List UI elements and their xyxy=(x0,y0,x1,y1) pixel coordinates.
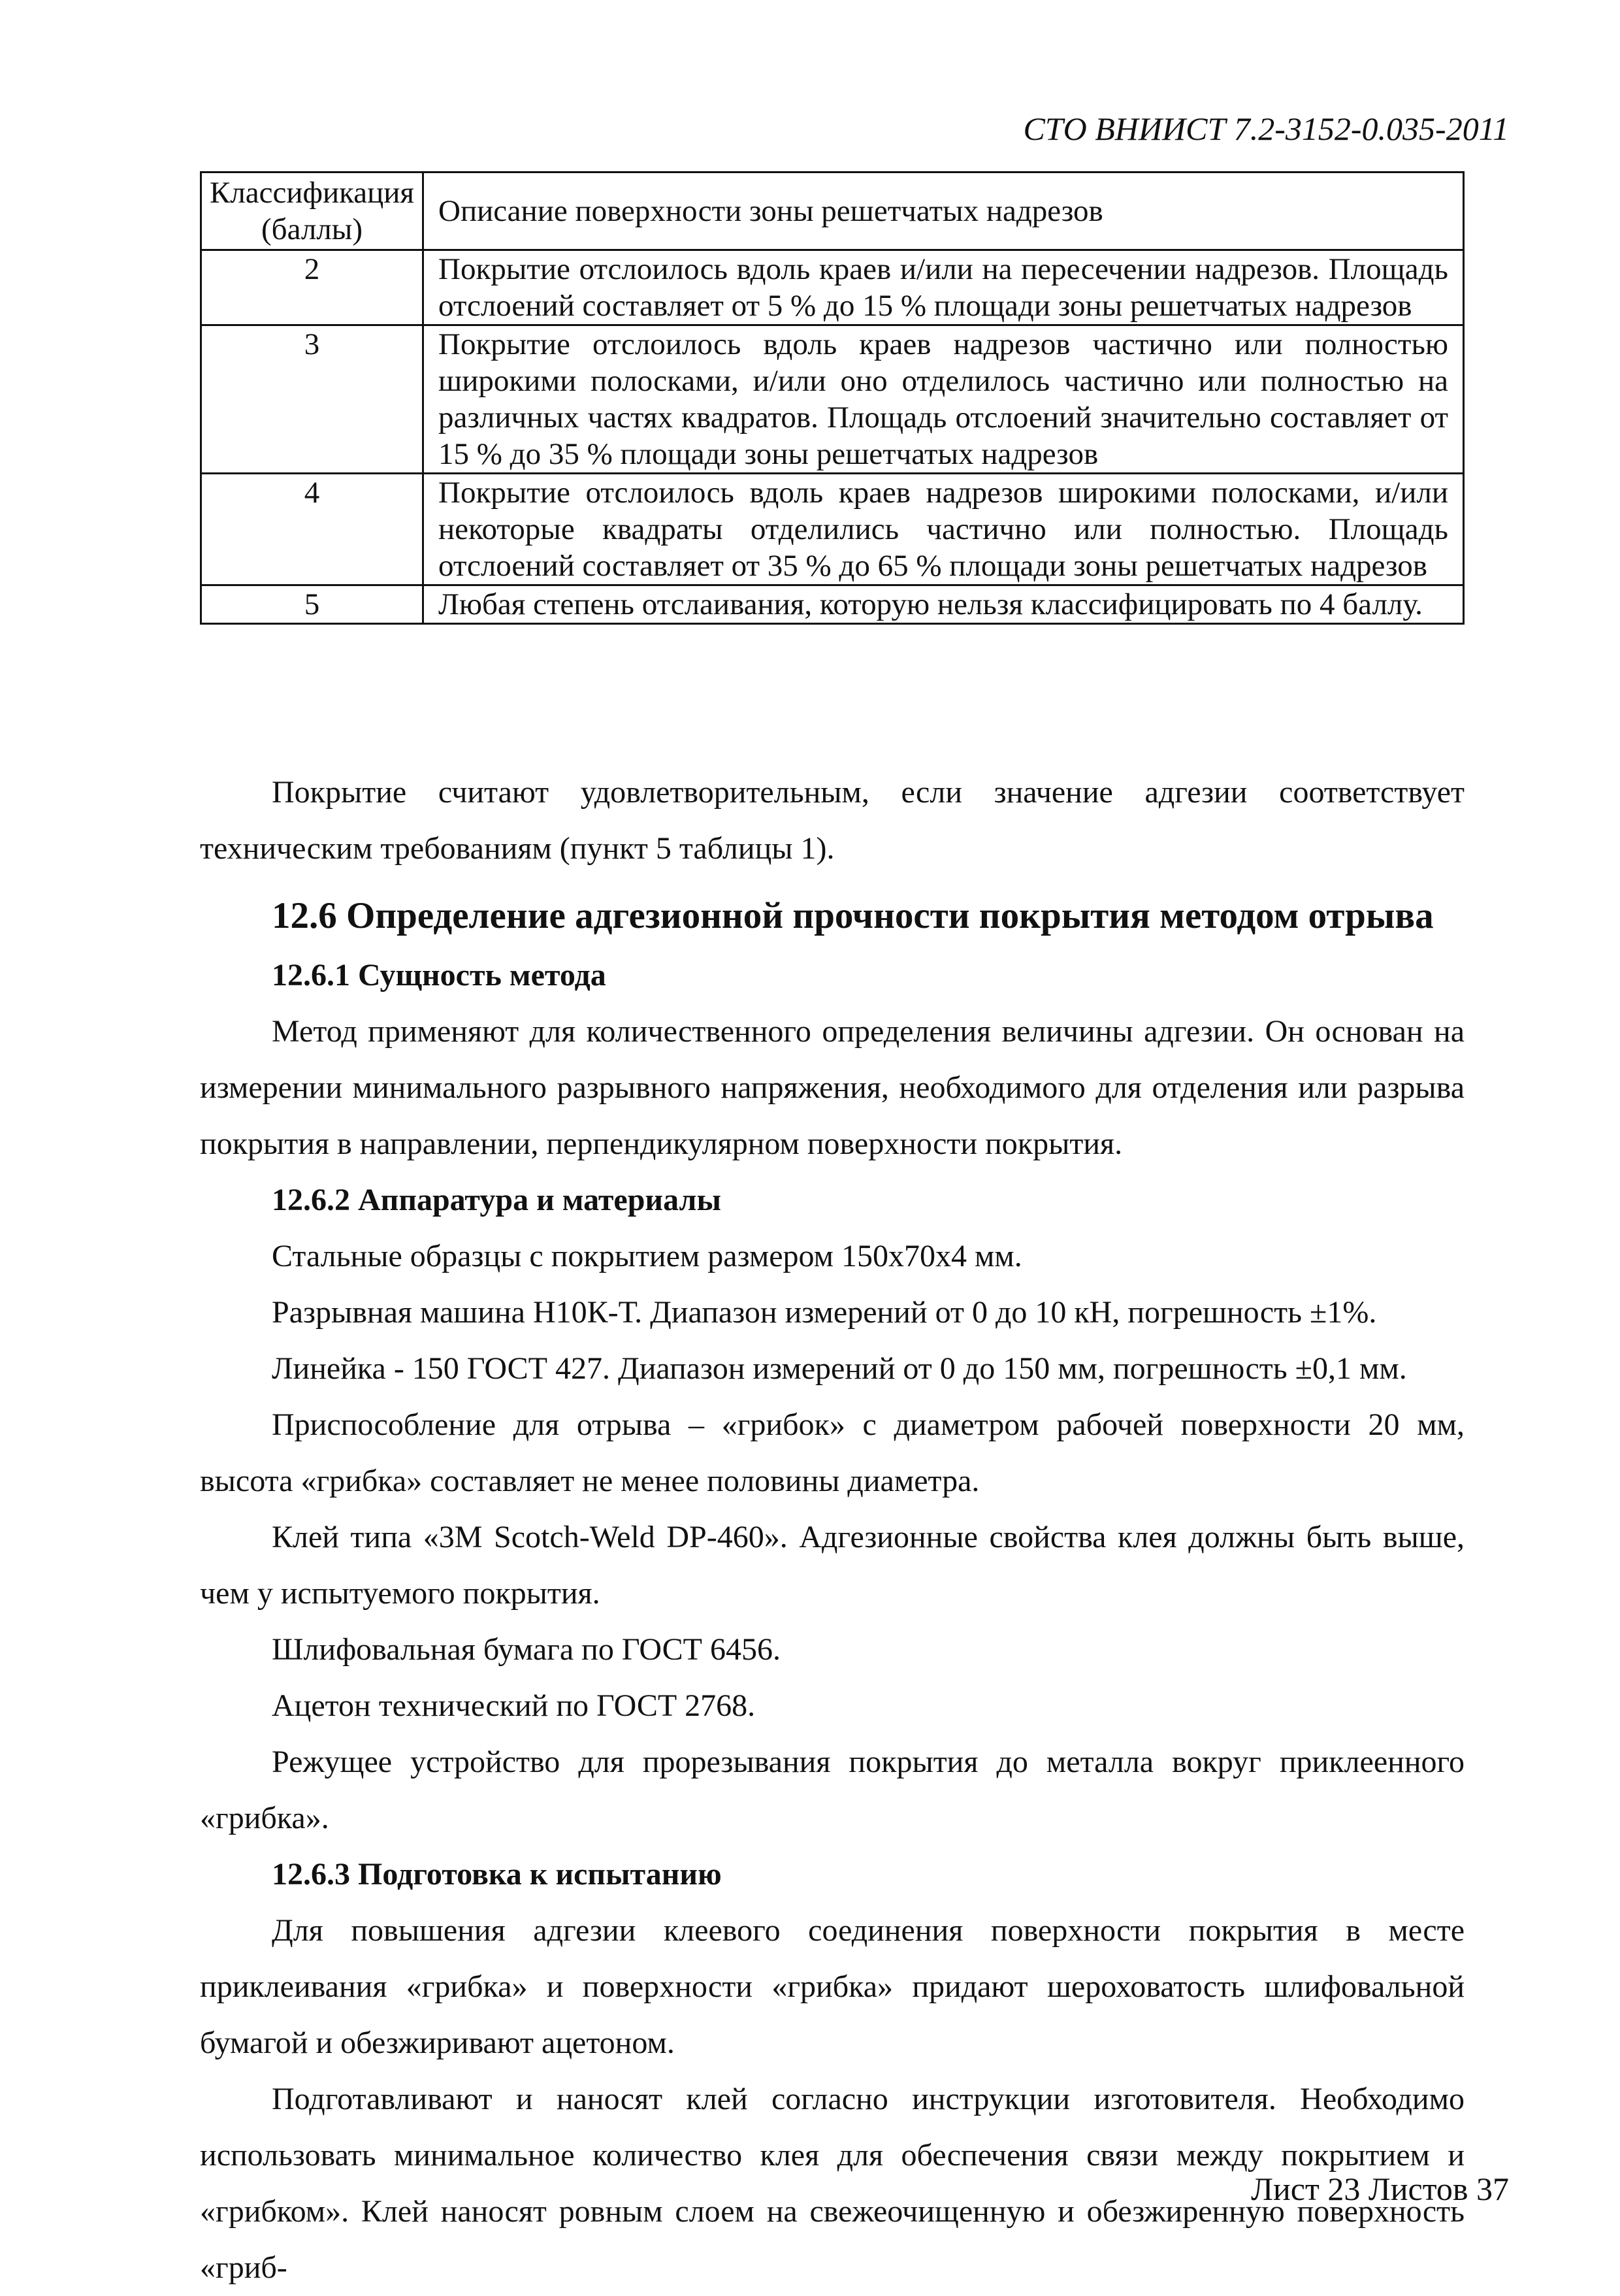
document-code: СТО ВНИИСТ 7.2-3152-0.035-2011 xyxy=(1023,110,1509,147)
sheet-number: Лист 23 Листов 37 xyxy=(1251,2171,1509,2207)
subsection-12-6-3-heading: 12.6.3 Подготовка к испытанию xyxy=(272,1857,722,1892)
table-row xyxy=(201,325,1464,474)
document-body xyxy=(200,764,1465,2296)
equipment-item: Шлифовальная бумага по ГОСТ 6456. xyxy=(272,1632,781,1667)
table-row xyxy=(201,474,1464,585)
column-header-description: Описание поверхности зоны решетчатых надрезов xyxy=(423,172,1464,250)
paragraph-preparation: Подготавливают и наносят клей согласно инструкции изготовителя. Необходимо использовать минимальное количество клея для обеспечения связи между покрытием и «грибком». Клей наносят ровным слоем на свежеочищенную и обезжиренную поверхность «гриб- xyxy=(200,2082,1465,2285)
subsection-12-6-2-heading: 12.6.2 Аппаратура и материалы xyxy=(272,1183,721,1217)
score-cell: 2 xyxy=(201,250,423,325)
subsection-12-6-1-heading: 12.6.1 Сущность метода xyxy=(272,958,606,992)
description-cell: Покрытие отслоилось вдоль краев надрезов широкими полосками, и/или некоторые квадраты отделились частично или полностью. Площадь отслоений составляет от 35 % до 65 % площади зоны решетчатых надрезов xyxy=(423,474,1464,585)
equipment-item: Разрывная машина Н10К-Т. Диапазон измерений от 0 до 10 кН, погрешность ±1%. xyxy=(272,1295,1377,1330)
description-cell: Покрытие отслоилось вдоль краев и/или на пересечении надрезов. Площадь отслоений составляет от 5 % до 15 % площади зоны решетчатых надрезов xyxy=(423,250,1464,325)
score-cell: 3 xyxy=(201,325,423,474)
equipment-item: Режущее устройство для прорезывания покрытия до металла вокруг приклеенного «грибка». xyxy=(200,1745,1465,1835)
column-header-score: Классификация (баллы) xyxy=(201,172,423,250)
equipment-item: Клей типа «3M Scotch-Weld DP-460». Адгезионные свойства клея должны быть выше, чем у испытуемого покрытия. xyxy=(200,1520,1465,1611)
equipment-item: Приспособление для отрыва – «грибок» с диаметром рабочей поверхности 20 мм, высота «грибка» составляет не менее половины диаметра. xyxy=(200,1407,1465,1498)
table-row xyxy=(201,250,1464,325)
equipment-item: Ацетон технический по ГОСТ 2768. xyxy=(272,1688,756,1723)
equipment-item: Линейка - 150 ГОСТ 427. Диапазон измерений от 0 до 150 мм, погрешность ±0,1 мм. xyxy=(272,1351,1407,1386)
table-header-row xyxy=(201,172,1464,250)
score-cell: 4 xyxy=(201,474,423,585)
description-cell: Покрытие отслоилось вдоль краев надрезов частично или полностью широкими полосками, и/или оно отделилось частично или полностью на различных частях квадратов. Площадь отслоений значительно составляет от 15 % до 35 % площади зоны решетчатых надрезов xyxy=(423,325,1464,474)
score-cell: 5 xyxy=(201,585,423,624)
description-cell: Любая степень отслаивания, которую нельзя классифицировать по 4 баллу. xyxy=(423,585,1464,624)
equipment-item: Стальные образцы с покрытием размером 150х70х4 мм. xyxy=(272,1239,1022,1273)
classification-table xyxy=(200,171,1465,625)
paragraph-satisfactory: Покрытие считают удовлетворительным, если значение адгезии соответствует техническим требованиям (пункт 5 таблицы 1). xyxy=(200,775,1465,866)
table-row xyxy=(201,585,1464,624)
paragraph-method-essence: Метод применяют для количественного определения величины адгезии. Он основан на измерении минимального разрывного напряжения, необходимого для отделения или разрыва покрытия в направлении, перпендикулярном поверхности покрытия. xyxy=(200,1014,1465,1161)
section-12-6-heading: 12.6 Определение адгезионной прочности покрытия методом отрыва xyxy=(272,895,1434,936)
paragraph-preparation: Для повышения адгезии клеевого соединения поверхности покрытия в месте приклеивания «грибка» и поверхности «грибка» придают шероховатость шлифовальной бумагой и обезжиривают ацетоном. xyxy=(200,1913,1465,2060)
